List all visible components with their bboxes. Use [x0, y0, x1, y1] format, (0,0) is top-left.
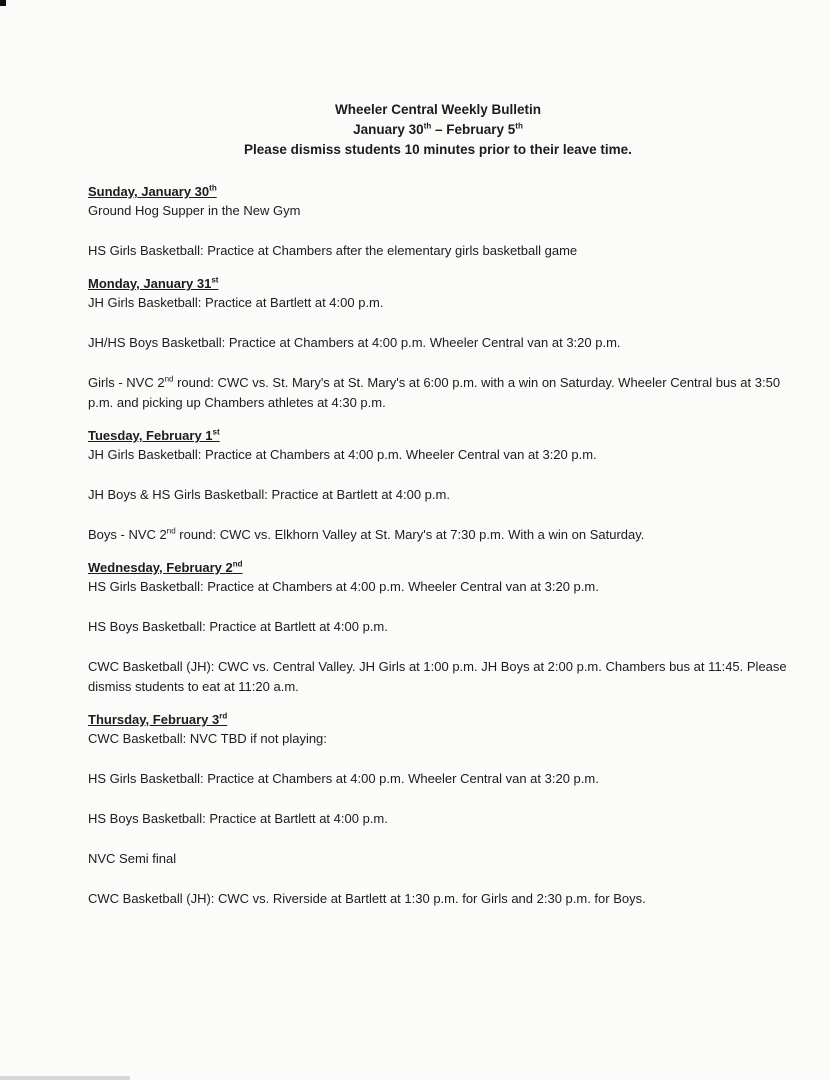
schedule-line: NVC Semi final	[88, 851, 177, 866]
schedule-line: Girls - NVC 2nd round: CWC vs. St. Mary's at St. Mary's at 6:00 p.m. with a win on Saturday. Wheeler Central bus at 3:50 p.m. and picking up Chambers athletes at 4:30 p.m.	[88, 374, 781, 410]
schedule-line: HS Boys Basketball: Practice at Bartlett at 4:00 p.m.	[88, 619, 388, 634]
schedule-line: HS Girls Basketball: Practice at Chambers at 4:00 p.m. Wheeler Central van at 3:20 p.m.	[88, 771, 599, 786]
schedule-line: Boys - NVC 2nd round: CWC vs. Elkhorn Valley at St. Mary's at 7:30 p.m. With a win on Saturday.	[88, 526, 645, 542]
bulletin-header	[88, 100, 788, 160]
day-heading: Monday, January 31st	[88, 275, 219, 291]
schedule-line: CWC Basketball (JH): CWC vs. Central Valley. JH Girls at 1:00 p.m. JH Boys at 2:00 p.m. Chambers bus at 11:45. Please dismiss students to eat at 11:20 a.m.	[88, 659, 787, 694]
bulletin-dismiss-note: Please dismiss students 10 minutes prior to their leave time.	[244, 142, 632, 157]
scan-edge-smudge	[0, 1076, 130, 1080]
schedule-line: JH Girls Basketball: Practice at Chambers at 4:00 p.m. Wheeler Central van at 3:20 p.m.	[88, 447, 597, 462]
schedule-line: CWC Basketball: NVC TBD if not playing:	[88, 731, 327, 746]
schedule-days	[88, 182, 788, 909]
schedule-line: JH/HS Boys Basketball: Practice at Chambers at 4:00 p.m. Wheeler Central van at 3:20 p.m.	[88, 335, 621, 350]
schedule-line: JH Girls Basketball: Practice at Bartlett at 4:00 p.m.	[88, 295, 384, 310]
day-heading: Sunday, January 30th	[88, 183, 217, 199]
scan-corner-mark	[0, 0, 6, 6]
bulletin-title: Wheeler Central Weekly Bulletin	[334, 102, 542, 117]
schedule-line: CWC Basketball (JH): CWC vs. Riverside at Bartlett at 1:30 p.m. for Girls and 2:30 p.m. for Boys.	[88, 891, 646, 906]
schedule-line: JH Boys & HS Girls Basketball: Practice at Bartlett at 4:00 p.m.	[88, 487, 450, 502]
day-monday	[88, 274, 788, 413]
schedule-line: HS Girls Basketball: Practice at Chambers after the elementary girls basketball game	[88, 243, 578, 258]
day-heading: Tuesday, February 1st	[88, 427, 220, 443]
day-tuesday	[88, 426, 788, 545]
day-thursday	[88, 710, 788, 909]
day-sunday	[88, 182, 788, 261]
schedule-line: Ground Hog Supper in the New Gym	[88, 203, 301, 218]
day-wednesday	[88, 558, 788, 697]
bulletin-dates: January 30th – February 5th	[353, 121, 523, 137]
schedule-line: HS Girls Basketball: Practice at Chambers at 4:00 p.m. Wheeler Central van at 3:20 p.m.	[88, 579, 599, 594]
bulletin-page	[88, 100, 788, 922]
schedule-line: HS Boys Basketball: Practice at Bartlett at 4:00 p.m.	[88, 811, 388, 826]
day-heading: Thursday, February 3rd	[88, 711, 228, 727]
day-heading: Wednesday, February 2nd	[88, 559, 243, 575]
